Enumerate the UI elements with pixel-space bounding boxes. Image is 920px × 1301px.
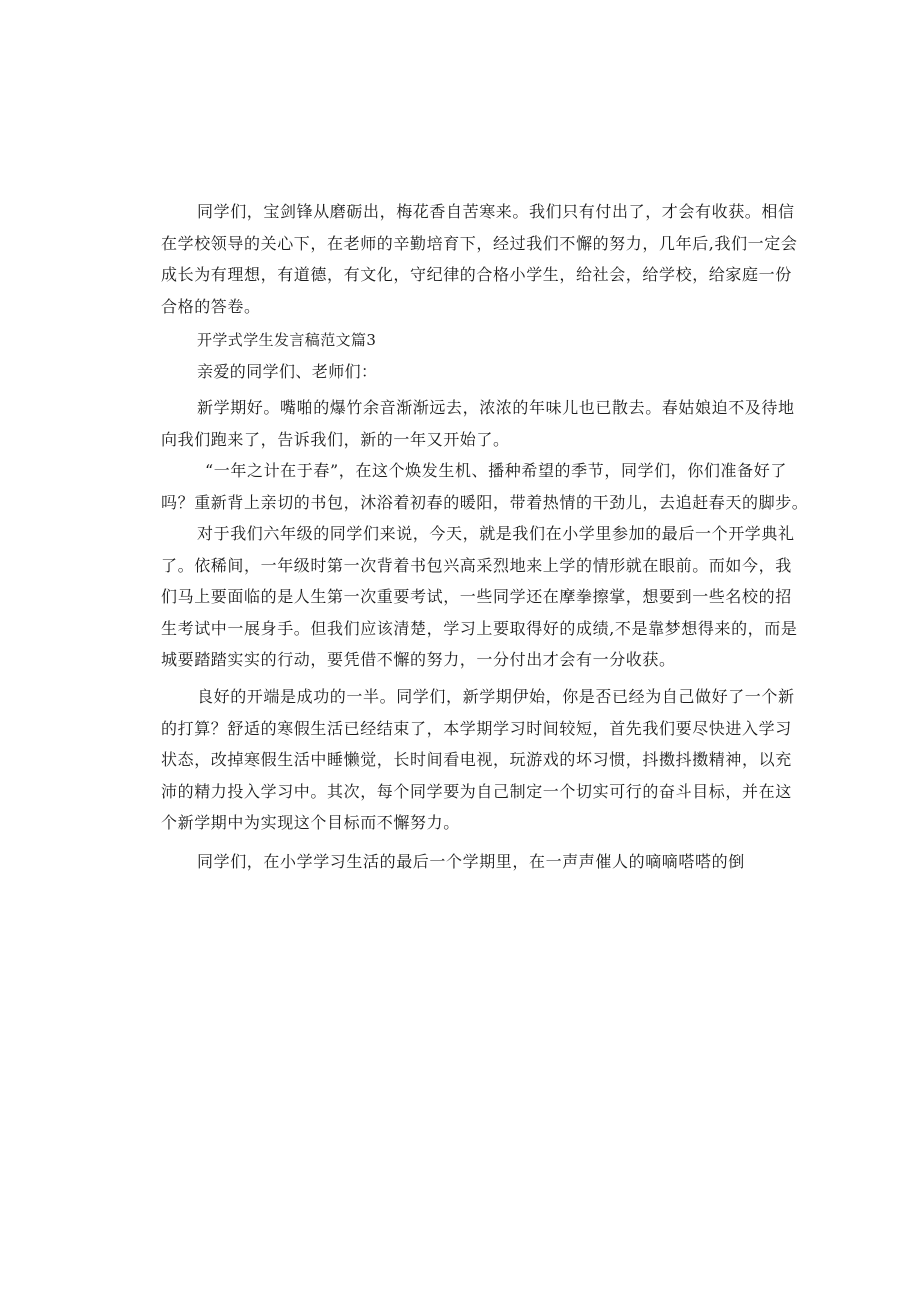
paragraph-line: 的打算？舒适的寒假生活已经结束了，本学期学习时间较短，首先我们要尽快进入学习 (161, 718, 792, 738)
paragraph-final-term (161, 846, 765, 878)
paragraph-line: 对于我们六年级的同学们来说，今天，就是我们在小学里参加的最后一个开学典礼 (197, 524, 795, 543)
paragraph-spring-quote (161, 455, 809, 518)
paragraph-line: “一年之计在于春”，在这个焕发生机、播种希望的季节，同学们，你们准备好了 (205, 461, 787, 480)
paragraph-line: 新学期好。嘴啪的爆竹余音渐渐远去，浓浓的年味儿也已散去。春姑娘迫不及待地 (197, 398, 795, 417)
paragraph-new-term-greeting (161, 392, 795, 455)
paragraph-line: 吗？重新背上亲切的书包，沐浴着初春的暖阳，带着热情的干劲儿，去追赶春天的脚步。 (161, 492, 809, 512)
paragraph-line: 同学们，在小学学习生活的最后一个学期里，在一声声催人的嘀嘀嗒嗒的倒 (197, 852, 745, 871)
section-title: 开学式学生发言稿范文篇3 (197, 331, 377, 349)
paragraph-line: 在学校领导的关心下，在老师的辛勤培育下，经过我们不懈的努力，几年后,我们一定会 (161, 233, 798, 253)
paragraph-line: 生考试中一展身手。但我们应该清楚，学习上要取得好的成绩,不是靠梦想得来的，而是 (161, 618, 798, 638)
paragraph-line: 城要踏踏实实的行动，要凭借不懈的努力，一分付出才会有一分收获。 (161, 650, 676, 669)
paragraph-line: 个新学期中为实现这个目标而不懈努力。 (161, 813, 460, 832)
paragraph-line: 成长为有理想，有道德，有文化，守纪律的合格小学生，给社会，给学校，给家庭一份 (161, 265, 792, 284)
paragraph-sixth-grade (161, 518, 798, 676)
paragraph-line: 沛的精力投入学习中。其次，每个同学要为自己制定一个切实可行的奋斗目标，并在这 (161, 781, 792, 801)
paragraph-line: 同学们，宝剑锋从磨砺出，梅花香自苦寒来。我们只有付出了，才会有收获。相信 (197, 202, 795, 221)
paragraph-line: 们马上要面临的是人生第一次重要考试，一些同学还在摩拳擦掌，想要到一些名校的招 (161, 587, 792, 606)
paragraph-line: 良好的开端是成功的一半。同学们，新学期伊始，你是否已经为自己做好了一个新 (197, 687, 795, 706)
paragraph-good-start (161, 681, 795, 839)
salutation: 亲爱的同学们、老师们： (197, 362, 378, 381)
paragraph-line: 合格的答卷。 (161, 296, 261, 316)
paragraph-line: 状态，改掉寒假生活中睡懒觉，长时间看电视，玩游戏的坏习惯，抖擞抖擞精神，以充 (161, 750, 792, 769)
paragraph-closing-remarks (161, 196, 798, 322)
paragraph-line: 了。依稀间，一年级时第一次背着书包兴高采烈地来上学的情形就在眼前。而如今，我 (161, 555, 792, 575)
paragraph-line: 向我们跑来了，告诉我们，新的一年又开始了。 (161, 429, 510, 449)
